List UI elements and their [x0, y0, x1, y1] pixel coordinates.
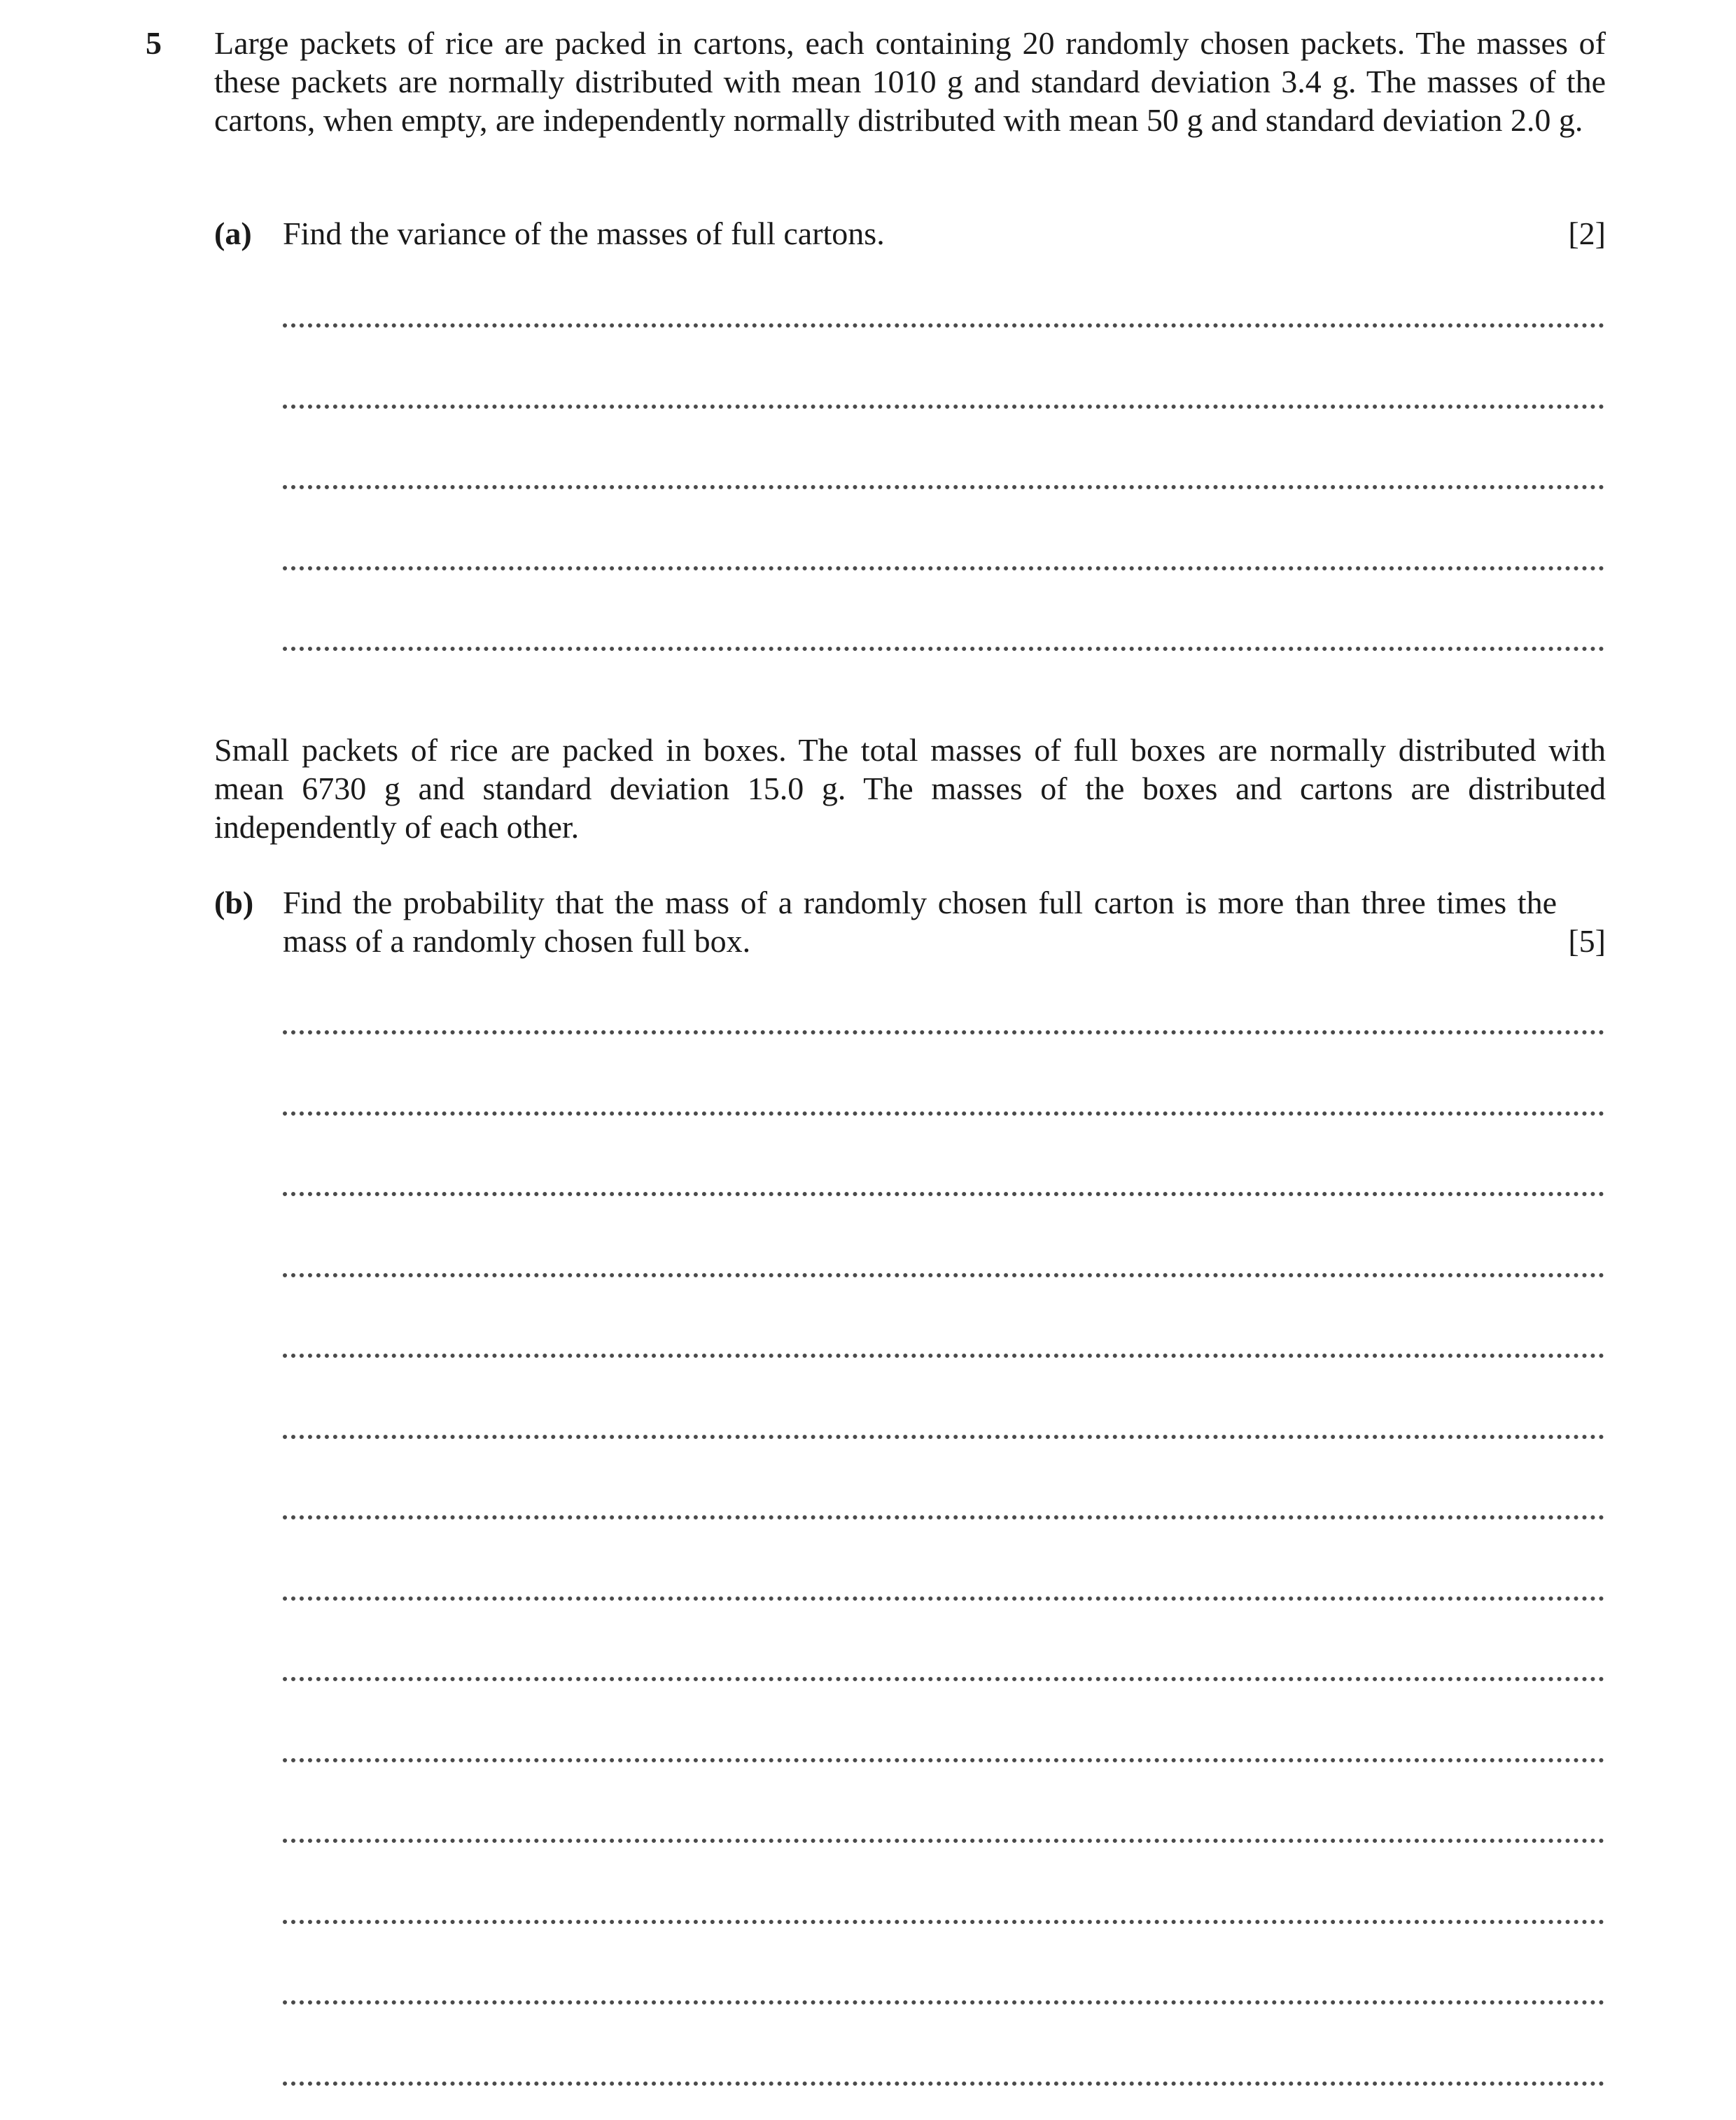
answer-line[interactable] [283, 1192, 1604, 1196]
answer-line[interactable] [283, 323, 1604, 328]
part-b [214, 883, 1606, 960]
part-b-label: (b) [214, 885, 254, 920]
answer-line[interactable] [283, 1030, 1604, 1034]
answer-line[interactable] [283, 647, 1604, 651]
answer-line[interactable] [283, 1758, 1604, 1762]
answer-line[interactable] [283, 1354, 1604, 1358]
answer-line[interactable] [283, 405, 1604, 409]
answer-line[interactable] [283, 1111, 1604, 1116]
part-a [214, 214, 1606, 253]
answer-line[interactable] [283, 1839, 1604, 1843]
answer-line[interactable] [283, 1596, 1604, 1601]
question-intro: Large packets of rice are packed in cartons, each containing 20 randomly chosen packets. The masses of these packets are normally distributed with mean 1010 g and standard deviation 3.4 g. The masses of the cartons, when empty, are independently normally distributed with mean 50 g and standard deviation 2.0 g. [214, 25, 1606, 138]
part-a-text: Find the variance of the masses of full cartons. [283, 216, 885, 251]
part-b-marks: [5] [1568, 923, 1606, 959]
answer-line[interactable] [283, 1515, 1604, 1519]
answer-line[interactable] [283, 1920, 1604, 1924]
answer-line[interactable] [283, 566, 1604, 570]
question-number: 5 [146, 25, 162, 61]
answer-line[interactable] [283, 1273, 1604, 1277]
part-a-label: (a) [214, 216, 252, 251]
part-b-text: Find the probability that the mass of a randomly chosen full carton is more than three times the mass of a randomly chosen full box. [283, 885, 1557, 959]
answer-line[interactable] [283, 485, 1604, 489]
answer-line[interactable] [283, 2000, 1604, 2005]
answer-line[interactable] [283, 1677, 1604, 1681]
part-b-intro: Small packets of rice are packed in boxes. The total masses of full boxes are normally distributed with mean 6730 g and standard deviation 15.0 g. The masses of the boxes and cartons are distributed independently of each other. [214, 732, 1606, 845]
answer-line[interactable] [283, 1435, 1604, 1439]
part-a-marks: [2] [1568, 216, 1606, 251]
answer-line[interactable] [283, 2082, 1604, 2086]
